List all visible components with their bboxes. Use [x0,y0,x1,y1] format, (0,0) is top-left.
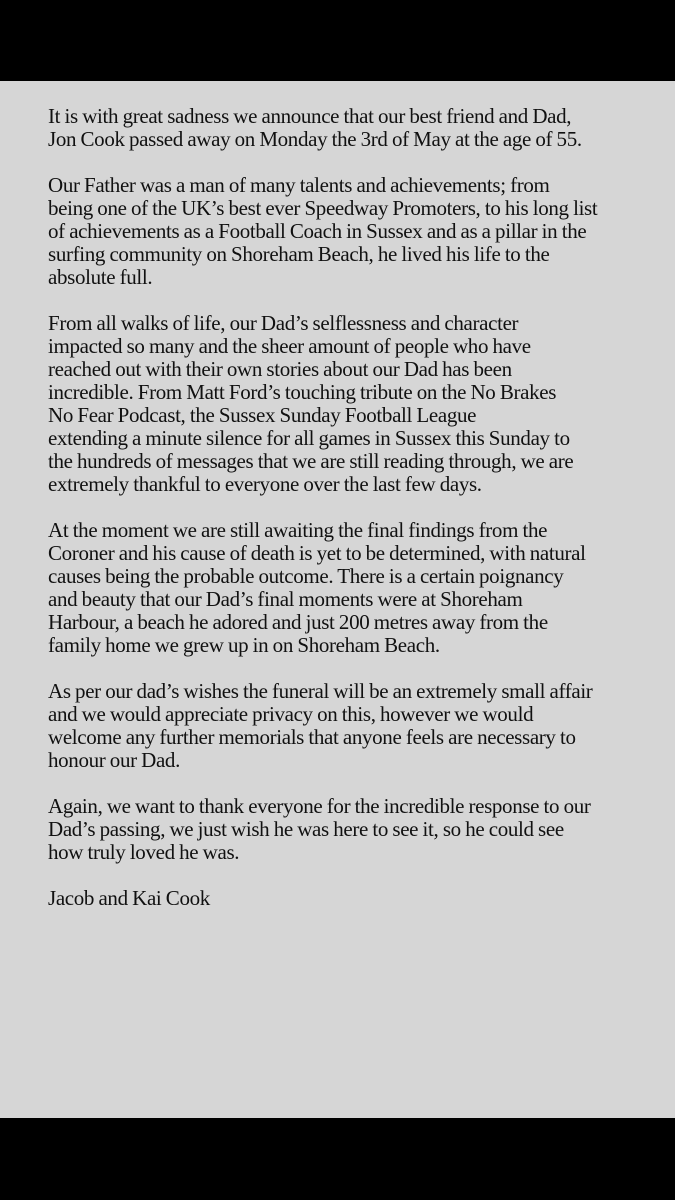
text-line: No Fear Podcast, the Sussex Sunday Football League [48,403,477,427]
text-line: From all walks of life, our Dad’s selflessness and character [48,311,519,335]
text-line: Our Father was a man of many talents and achievements; from [48,173,550,197]
text-line: impacted so many and the sheer amount of people who have [48,334,531,358]
signature: Jacob and Kai Cook [48,886,210,910]
paragraph-coroner [48,519,648,657]
text-line: incredible. From Matt Ford’s touching tribute on the No Brakes [48,380,557,404]
text-line: being one of the UK’s best ever Speedway Promoters, to his long list [48,196,598,220]
paragraph-achievements [48,174,648,289]
paragraph-funeral [48,680,648,772]
text-line: and beauty that our Dad’s final moments were at Shoreham [48,587,523,611]
bottom-black-bar [0,1118,675,1200]
paragraph-thanks [48,795,648,864]
text-line: reached out with their own stories about our Dad has been [48,357,512,381]
text-line: Harbour, a beach he adored and just 200 metres away from the [48,610,548,634]
text-line: welcome any further memorials that anyone feels are necessary to [48,725,576,749]
text-line: surfing community on Shoreham Beach, he lived his life to the [48,242,550,266]
text-line: how truly loved he was. [48,840,240,864]
text-line: honour our Dad. [48,748,180,772]
text-line: of achievements as a Football Coach in Sussex and as a pillar in the [48,219,587,243]
text-line: It is with great sadness we announce that our best friend and Dad, [48,104,572,128]
paragraph-announcement [48,105,648,151]
text-line: Coroner and his cause of death is yet to be determined, with natural [48,541,586,565]
text-line: causes being the probable outcome. There is a certain poignancy [48,564,564,588]
text-line: Again, we want to thank everyone for the incredible response to our [48,794,591,818]
paragraph-tributes [48,312,648,496]
text-line: extremely thankful to everyone over the last few days. [48,472,482,496]
statement-letter [48,105,648,910]
text-line: At the moment we are still awaiting the final findings from the [48,518,548,542]
text-line: As per our dad’s wishes the funeral will be an extremely small affair [48,679,593,703]
text-line: family home we grew up in on Shoreham Beach. [48,633,440,657]
top-black-bar [0,0,675,81]
text-line: extending a minute silence for all games in Sussex this Sunday to [48,426,570,450]
text-line: absolute full. [48,265,153,289]
text-line: Dad’s passing, we just wish he was here to see it, so he could see [48,817,564,841]
text-line: and we would appreciate privacy on this, however we would [48,702,534,726]
text-line: Jon Cook passed away on Monday the 3rd of May at the age of 55. [48,127,582,151]
text-line: the hundreds of messages that we are still reading through, we are [48,449,574,473]
